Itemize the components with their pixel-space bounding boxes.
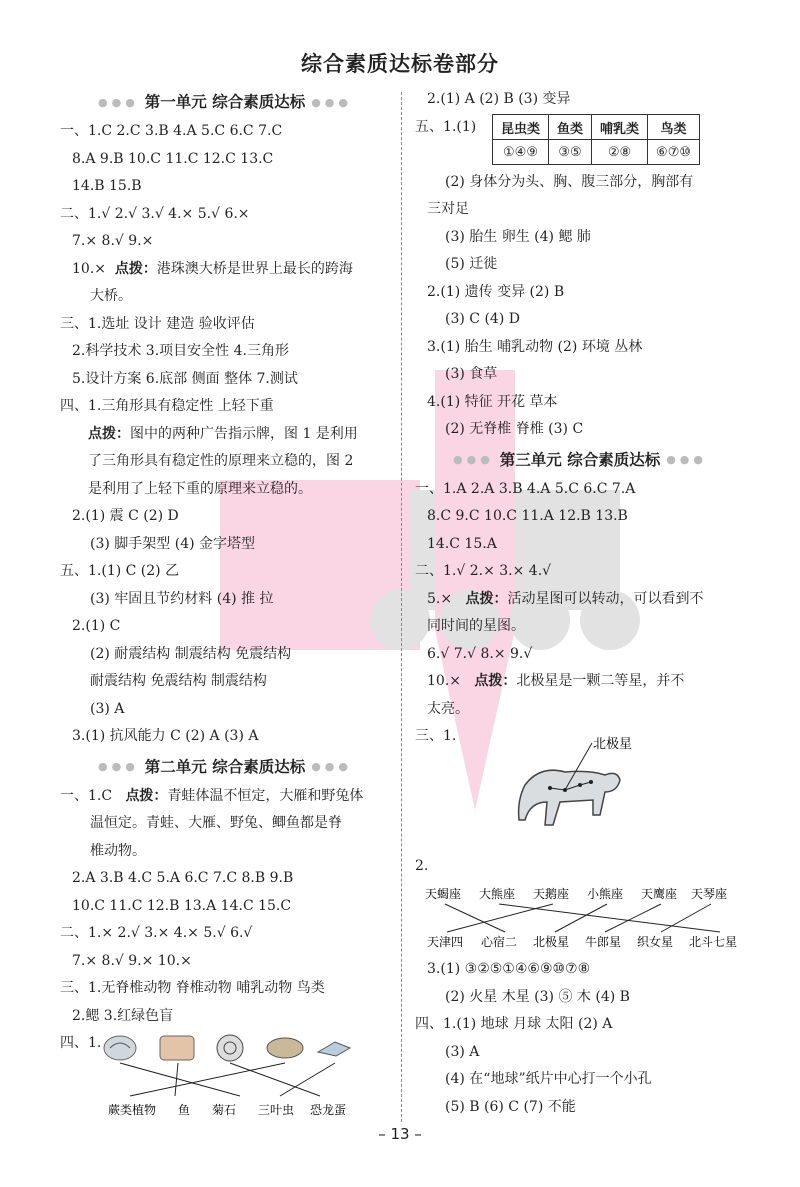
dots-decoration: ●●● <box>666 453 707 466</box>
answer-line: (5) B (6) C (7) 不能 <box>445 1098 576 1115</box>
fossil-matching-figure <box>100 1030 360 1122</box>
left-column <box>60 86 390 1058</box>
question-number: 5.× <box>427 590 453 607</box>
answer-line <box>415 586 745 614</box>
match-line <box>230 1063 320 1096</box>
answer-line: (3) C (4) D <box>445 311 520 327</box>
fossil-label: 恐龙蛋 <box>310 1103 347 1117</box>
answer-line: 一、1.C 2.C 3.B 4.A 5.C 6.C 7.C <box>60 123 283 139</box>
answer-line: (3) 胎生 卵生 (4) 鳃 肺 <box>445 228 591 245</box>
answer-line: (3) A <box>90 700 125 717</box>
fossil-label: 三叶虫 <box>258 1103 295 1117</box>
answer-line: 一、1.A 2.A 3.B 4.A 5.C 6.C 7.A <box>415 480 636 497</box>
answer-line: 14.C 15.A <box>427 535 497 552</box>
match-line <box>120 1063 240 1096</box>
table-header: 哺乳类 <box>592 115 648 140</box>
question-number: 10.× <box>427 673 461 689</box>
constellation-matching-figure <box>425 882 750 954</box>
star-label: 北斗七星 <box>689 935 738 949</box>
answer-line: 7.× 8.√ 9.× <box>72 233 154 249</box>
star-label: 牛郎星 <box>585 935 622 949</box>
animal-classification-table <box>492 114 700 165</box>
constellation-label: 天鹅座 <box>533 887 570 901</box>
question-number: 一、1.C <box>60 787 113 804</box>
dots-decoration: ●●● <box>98 760 139 773</box>
unit2-title: 第二单元 综合素质达标 <box>144 757 306 776</box>
answer-line: 3.(1) 胎生 哺乳动物 (2) 环境 丛林 <box>427 338 643 355</box>
fish-fossil-icon <box>160 1036 194 1060</box>
tip-label: 点拨： <box>465 590 508 607</box>
constellation-label: 天鹰座 <box>641 887 678 901</box>
tip-label: 点拨： <box>125 787 168 804</box>
answer-line <box>60 783 390 811</box>
table-header: 昆虫类 <box>493 115 549 140</box>
answer-line: 5.设计方案 6.底部 侧面 整体 7.测试 <box>72 370 298 387</box>
unit2-heading <box>60 751 390 783</box>
answer-line: 二、1.√ 2.× 3.× 4.√ <box>415 563 552 579</box>
tip-label: 点拨： <box>114 260 157 277</box>
answer-line: 三、1. <box>415 728 457 744</box>
answer-line: 五、1.(1) C (2) 乙 <box>60 563 180 579</box>
match-line <box>555 904 607 932</box>
page-number: – 13 – <box>378 1125 422 1143</box>
tip-text: 港珠澳大桥是世界上最长的跨海 <box>156 260 353 277</box>
answer-line: 2. <box>415 858 429 874</box>
answer-line: 四、1.三角形具有稳定性 上轻下重 <box>60 398 274 414</box>
table-cell: ②⑧ <box>592 140 648 165</box>
answer-line: (4) 在“地球”纸片中心打一个小孔 <box>445 1071 652 1087</box>
right-column-bottom <box>415 956 745 1121</box>
answer-line: 3.(1) ③②⑤①④⑥⑨⑩⑦⑧ <box>427 961 591 977</box>
fern-fossil-icon <box>104 1036 136 1060</box>
answer-line: 五、1.(1) <box>415 118 477 135</box>
answer-line: 三、1.选址 设计 建造 验收评估 <box>60 315 255 332</box>
answer-line: 二、1.√ 2.√ 3.√ 4.× 5.√ 6.× <box>60 205 250 222</box>
tip-text: 活动星图可以转动，可以看到不 <box>507 590 704 607</box>
unit3-title: 第三单元 综合素质达标 <box>499 450 661 469</box>
column-divider <box>401 92 402 1122</box>
unit1-heading <box>60 86 390 118</box>
tip-text: 青蛙体温不恒定，大雁和野兔体 <box>167 787 364 804</box>
answer-line: 14.B 15.B <box>72 178 142 194</box>
answer-line: 2.科学技术 3.项目安全性 4.三角形 <box>72 343 289 359</box>
answer-line: 二、1.× 2.√ 3.× 4.× 5.√ 6.√ <box>60 925 253 941</box>
unit1-title: 第一单元 综合素质达标 <box>144 93 306 111</box>
table-header: 鱼类 <box>549 115 592 140</box>
answer-line: 三、1.无脊椎动物 脊椎动物 哺乳动物 鸟类 <box>60 980 325 996</box>
answer-line: (2) 身体分为头、胸、腹三部分，胸部有 <box>445 173 694 190</box>
unit3-heading <box>415 444 745 476</box>
tip-text: 图中的两种广告指示牌，图 1 是利用 <box>130 425 358 442</box>
answer-line <box>60 256 390 284</box>
answer-line: (2) 火星 木星 (3) ⑤ 木 (4) B <box>445 988 630 1005</box>
answer-line: (3) 牢固且节约材料 (4) 推 拉 <box>90 590 274 607</box>
constellation-label: 天蝎座 <box>425 887 462 901</box>
table-cell: ⑥⑦⑩ <box>648 140 700 165</box>
table-cell: ①④⑨ <box>493 140 549 165</box>
match-line <box>130 1063 285 1096</box>
answer-line: 2.(1) 震 C (2) D <box>72 508 179 524</box>
answer-line: 同时间的星图。 <box>427 618 525 634</box>
table-header: 鸟类 <box>648 115 700 140</box>
answer-line: 耐震结构 免震结构 制震结构 <box>90 673 267 689</box>
star-label: 心宿二 <box>481 935 518 949</box>
dots-decoration: ●●● <box>311 760 352 773</box>
answer-line: 2.(1) C <box>72 618 121 634</box>
answer-line <box>60 421 390 449</box>
ammonite-icon <box>217 1035 243 1061</box>
star-label: 北极星 <box>533 935 570 949</box>
fossil-label: 菊石 <box>212 1103 237 1117</box>
answer-line: 大桥。 <box>90 288 132 304</box>
tip-label: 点拨： <box>88 425 130 442</box>
fossil-label: 蕨类植物 <box>108 1103 157 1117</box>
answer-line: (3) 食草 <box>445 366 498 382</box>
trilobite-icon <box>267 1038 303 1058</box>
answer-line: 8.C 9.C 10.C 11.A 12.B 13.B <box>427 508 628 524</box>
question-number: 10.× <box>72 260 106 277</box>
dots-decoration: ●●● <box>98 95 139 109</box>
answer-line: 7.× 8.√ 9.× 10.× <box>72 952 192 969</box>
tip-label: 点拨： <box>474 673 517 689</box>
answer-line: 4.(1) 特征 开花 草本 <box>427 393 558 410</box>
answer-line: 四、1. <box>60 1035 102 1051</box>
bear-icon <box>519 770 620 825</box>
answer-line: 2.A 3.B 4.C 5.A 6.C 7.C 8.B 9.B <box>72 870 294 886</box>
answer-line: (3) A <box>445 1043 480 1060</box>
answer-line <box>415 668 745 696</box>
answer-line: 8.A 9.B 10.C 11.C 12.C 13.C <box>72 150 274 167</box>
answer-line: (2) 无脊椎 脊椎 (3) C <box>445 421 584 437</box>
constellation-label: 小熊座 <box>587 887 624 901</box>
dino-egg-icon <box>318 1042 350 1056</box>
ursa-minor-figure <box>505 730 645 850</box>
constellation-label: 大熊座 <box>479 887 516 901</box>
constellation-label: 天琴座 <box>691 887 728 901</box>
answer-line: 是利用了上轻下重的原理来立稳的。 <box>88 480 312 497</box>
answer-line: (5) 迁徙 <box>445 256 498 272</box>
dots-decoration: ●●● <box>311 95 352 109</box>
star-label: 织女星 <box>637 935 674 949</box>
match-line <box>447 904 553 932</box>
answer-line: 2.(1) 遗传 变异 (2) B <box>427 283 565 300</box>
answer-line: 了三角形具有稳定性的原理来立稳的，图 2 <box>88 453 354 469</box>
tip-text: 北极星是一颗二等星，并不 <box>516 673 685 689</box>
answer-line: 三对足 <box>427 201 469 217</box>
table-cell: ③⑤ <box>549 140 592 165</box>
answer-line: (2) 耐震结构 制震结构 免震结构 <box>90 645 292 662</box>
answer-line: 3.(1) 抗风能力 C (2) A (3) A <box>72 728 259 744</box>
answer-line: 6.√ 7.√ 8.× 9.√ <box>427 645 533 662</box>
dots-decoration: ●●● <box>453 453 494 466</box>
polaris-label: 北极星 <box>593 737 633 752</box>
fossil-label: 鱼 <box>178 1103 191 1117</box>
answer-line: 太亮。 <box>427 700 469 717</box>
answer-line: 椎动物。 <box>90 842 146 859</box>
page-title: 综合素质达标卷部分 <box>301 52 499 76</box>
match-line <box>175 1063 178 1096</box>
answer-line: 2.(1) A (2) B (3) 变异 <box>427 91 571 107</box>
answer-line: 四、1.(1) 地球 月球 太阳 (2) A <box>415 1016 613 1032</box>
star-label: 天津四 <box>427 935 464 949</box>
answer-line: 2.鳃 3.红绿色盲 <box>72 1007 174 1024</box>
answer-line: 温恒定。青蛙、大雁、野兔、鲫鱼都是脊 <box>90 815 342 831</box>
match-line <box>445 904 505 932</box>
answer-line: (3) 脚手架型 (4) 金字塔型 <box>90 535 256 552</box>
answer-line: 10.C 11.C 12.B 13.A 14.C 15.C <box>72 897 292 914</box>
